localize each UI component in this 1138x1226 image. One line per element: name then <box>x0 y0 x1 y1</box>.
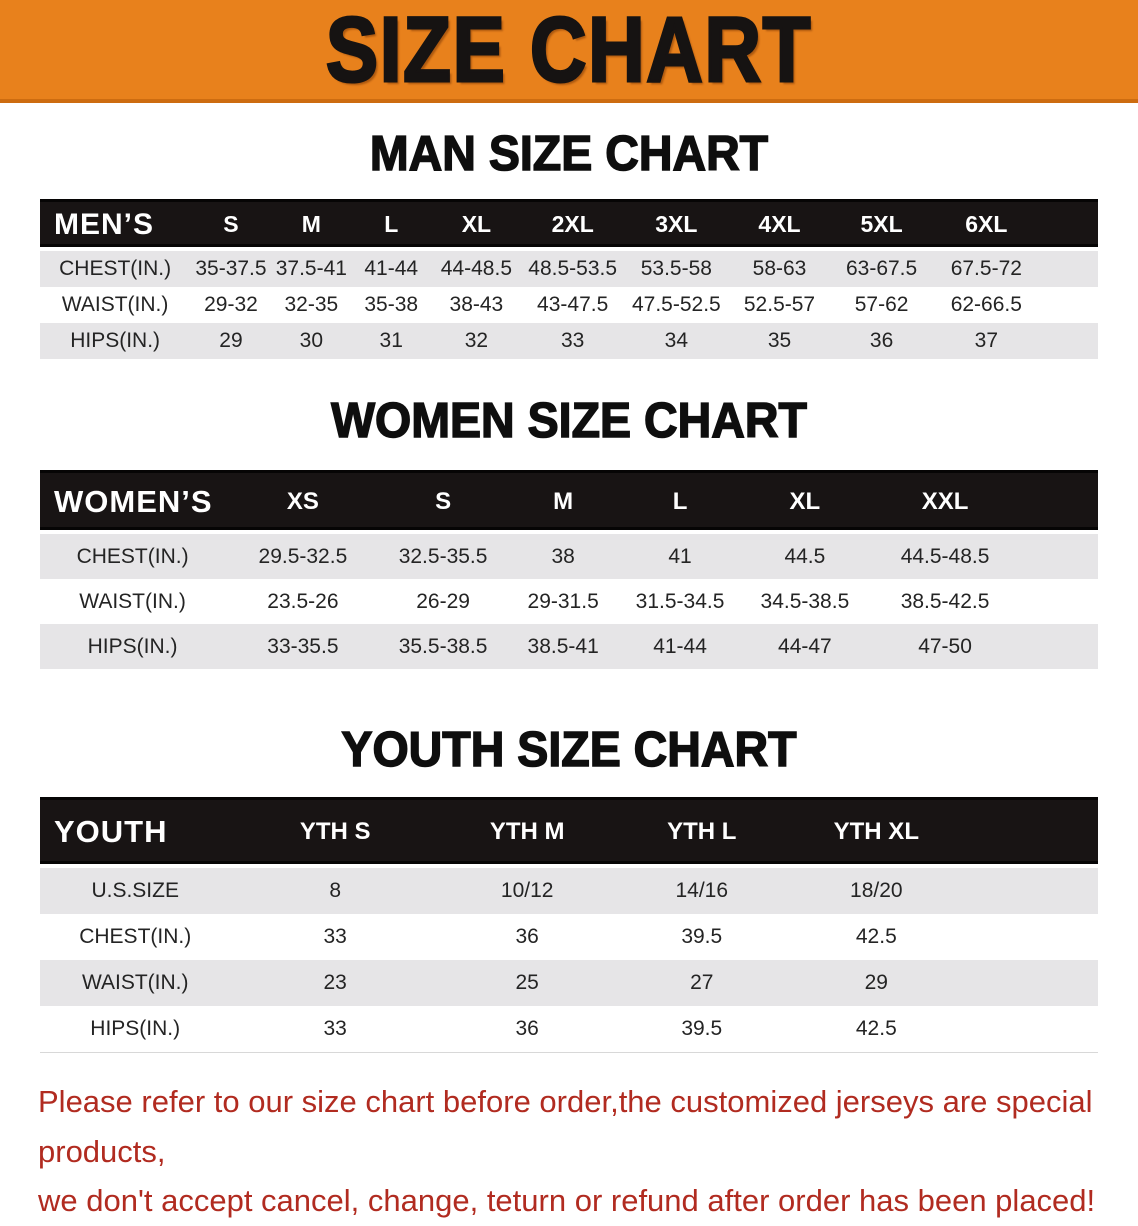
size-value: 35-37.5 <box>195 257 267 280</box>
cell-filler <box>1040 249 1098 287</box>
size-col-header-l: L <box>351 201 431 250</box>
measurement-label: CHEST(IN.) <box>79 925 192 948</box>
size-value: 41 <box>668 544 692 568</box>
cell-filler <box>1020 532 1098 579</box>
table-row-chest <box>40 249 1098 287</box>
size-value: 38.5-42.5 <box>900 589 990 613</box>
table-row-hips <box>40 1006 1098 1053</box>
cell-filler <box>964 960 1098 1006</box>
size-col-header-3xl: 3XL <box>624 201 729 250</box>
order-policy-line-1: Please refer to our size chart before order,the customized jerseys are special products, <box>38 1084 1093 1169</box>
measurement-label: CHEST(IN.) <box>76 544 189 568</box>
size-value: 30 <box>299 329 324 352</box>
size-value: 36 <box>869 329 894 352</box>
size-value: 34.5-38.5 <box>760 589 850 613</box>
table-row-waist <box>40 579 1098 624</box>
size-value: 48.5-53.5 <box>528 257 618 280</box>
table-row-us-size <box>40 866 1098 914</box>
size-value: 41-44 <box>364 257 419 280</box>
table-row-chest <box>40 914 1098 960</box>
size-value: 43-47.5 <box>537 293 609 316</box>
size-col-header-yth-xl: YTH XL <box>789 799 964 867</box>
measurement-label: HIPS(IN.) <box>90 1017 181 1040</box>
measurement-label: HIPS(IN.) <box>87 634 178 658</box>
size-value: 32.5-35.5 <box>398 544 488 568</box>
size-col-header-s: S <box>190 201 271 250</box>
size-value: 47-50 <box>918 634 972 658</box>
youth-size-table <box>40 797 1098 1053</box>
size-col-header-2xl: 2XL <box>521 201 624 250</box>
women-size-table <box>40 470 1098 669</box>
measurement-label: HIPS(IN.) <box>70 329 161 352</box>
size-value: 29.5-32.5 <box>258 544 348 568</box>
size-col-header-xl: XL <box>739 472 870 533</box>
youth-section-heading: YOUTH SIZE CHART <box>341 723 797 777</box>
size-value: 41-44 <box>653 634 707 658</box>
size-col-header-yth-m: YTH M <box>440 799 615 867</box>
size-col-header-yth-s: YTH S <box>230 799 439 867</box>
women-header-row <box>40 472 1098 533</box>
size-value: 33 <box>560 329 585 352</box>
size-value: 44-48.5 <box>440 257 513 280</box>
size-value: 27 <box>690 971 714 994</box>
size-value: 29 <box>864 971 888 994</box>
size-value: 34 <box>664 329 689 352</box>
table-row-waist <box>40 960 1098 1006</box>
size-value: 38 <box>551 544 575 568</box>
measurement-label: CHEST(IN.) <box>59 257 172 280</box>
size-value: 14/16 <box>675 879 729 902</box>
cell-filler <box>964 1006 1098 1053</box>
size-value: 10/12 <box>500 879 554 902</box>
table-row-waist <box>40 287 1098 323</box>
women-section-heading: WOMEN SIZE CHART <box>331 394 807 448</box>
size-value: 35 <box>767 329 792 352</box>
men-section-heading: MAN SIZE CHART <box>369 127 769 181</box>
cell-filler <box>1040 323 1098 359</box>
size-col-header-xs: XS <box>225 472 381 533</box>
size-col-header-yth-l: YTH L <box>614 799 789 867</box>
header-filler <box>1020 472 1098 533</box>
size-value: 38-43 <box>449 293 504 316</box>
size-col-header-l: L <box>621 472 739 533</box>
size-value: 29-31.5 <box>527 589 599 613</box>
cell-filler <box>964 866 1098 914</box>
table-row-hips <box>40 323 1098 359</box>
size-value: 37 <box>974 329 998 352</box>
order-policy-note <box>0 1077 1138 1226</box>
size-value: 33 <box>323 1017 347 1040</box>
measurement-label: WAIST(IN.) <box>61 293 169 316</box>
youth-table-title: YOUTH <box>40 799 230 867</box>
size-value: 62-66.5 <box>950 293 1022 316</box>
size-value: 47.5-52.5 <box>631 293 721 316</box>
size-value: 39.5 <box>681 1017 723 1040</box>
size-col-header-m: M <box>272 201 351 250</box>
size-value: 23.5-26 <box>267 589 339 613</box>
size-value: 29 <box>219 329 243 352</box>
size-col-header-xl: XL <box>431 201 521 250</box>
size-value: 32 <box>464 329 489 352</box>
size-value: 39.5 <box>681 925 723 948</box>
measurement-label: WAIST(IN.) <box>81 971 189 994</box>
size-value: 44.5 <box>784 544 826 568</box>
size-col-header-4xl: 4XL <box>729 201 831 250</box>
header-filler <box>1040 201 1098 250</box>
size-value: 35.5-38.5 <box>398 634 488 658</box>
size-value: 44-47 <box>778 634 832 658</box>
size-value: 18/20 <box>850 879 903 902</box>
size-value: 29-32 <box>204 293 258 316</box>
table-row-hips <box>40 624 1098 669</box>
cell-filler <box>1040 287 1098 323</box>
size-value: 67.5-72 <box>950 257 1022 280</box>
size-col-header-s: S <box>381 472 506 533</box>
size-col-header-6xl: 6XL <box>933 201 1040 250</box>
order-policy-line-2: we don't accept cancel, change, teturn or refund after order has been placed! <box>38 1183 1096 1219</box>
size-value: 38.5-41 <box>527 634 599 658</box>
size-value: 35-38 <box>364 293 419 316</box>
page-title: SIZE CHART <box>325 0 813 101</box>
size-value: 42.5 <box>855 1017 897 1040</box>
size-value: 57-62 <box>854 293 909 316</box>
size-value: 42.5 <box>855 925 897 948</box>
size-value: 25 <box>515 971 539 994</box>
table-row-chest <box>40 532 1098 579</box>
size-value: 31 <box>379 329 403 352</box>
size-chart-banner <box>0 0 1138 103</box>
men-table-title: MEN’S <box>40 201 190 250</box>
size-value: 31.5-34.5 <box>635 589 725 613</box>
size-value: 36 <box>515 1017 539 1040</box>
men-header-row <box>40 201 1098 250</box>
size-value: 8 <box>329 879 342 902</box>
size-value: 32-35 <box>284 293 339 316</box>
size-value: 58-63 <box>752 257 807 280</box>
size-value: 37.5-41 <box>275 257 347 280</box>
measurement-label: U.S.SIZE <box>91 879 179 902</box>
size-col-header-xxl: XXL <box>870 472 1019 533</box>
cell-filler <box>1020 624 1098 669</box>
women-table-title: WOMEN’S <box>40 472 225 533</box>
size-value: 23 <box>323 971 347 994</box>
cell-filler <box>1020 579 1098 624</box>
size-col-header-m: M <box>506 472 621 533</box>
youth-header-row <box>40 799 1098 867</box>
measurement-label: WAIST(IN.) <box>79 589 186 613</box>
size-col-header-5xl: 5XL <box>830 201 933 250</box>
men-size-table <box>40 199 1098 359</box>
size-value: 26-29 <box>416 589 470 613</box>
size-value: 44.5-48.5 <box>900 544 990 568</box>
size-value: 53.5-58 <box>640 257 712 280</box>
size-value: 33-35.5 <box>267 634 339 658</box>
cell-filler <box>964 914 1098 960</box>
size-value: 52.5-57 <box>743 293 816 316</box>
size-value: 63-67.5 <box>845 257 918 280</box>
size-value: 33 <box>323 925 347 948</box>
size-value: 36 <box>515 925 539 948</box>
header-filler <box>964 799 1098 867</box>
